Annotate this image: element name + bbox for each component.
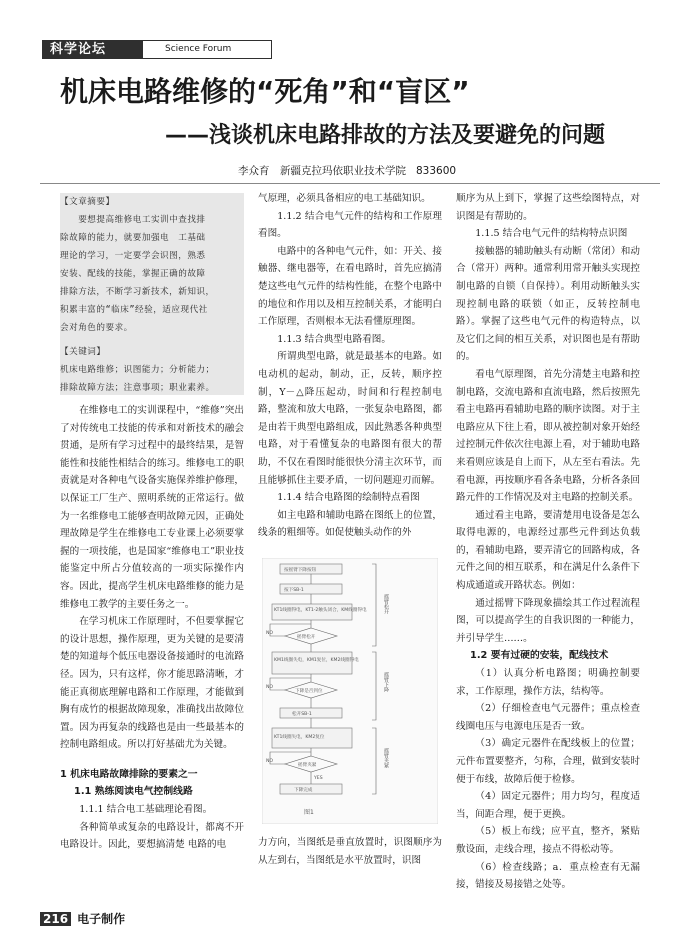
flow-no-label: NO xyxy=(266,685,274,690)
subsection-heading: 1.2 要有过硬的安装，配线技术 xyxy=(470,650,609,662)
flow-step-text: 下降完成 xyxy=(294,788,313,793)
column-1 xyxy=(60,402,244,854)
list-item: （6）检查线路；a．重点检查有无漏接，错接及易接错之处等。 xyxy=(456,861,640,891)
keywords-label: 【关键词】 xyxy=(60,347,106,357)
body-paragraph: 气原理，必须具备相应的电工基础知识。 xyxy=(258,193,431,204)
abstract-line: 安装、配线的技能，掌握正确的故障 xyxy=(60,269,206,279)
flow-step-text: 按摇臂下降按钮 xyxy=(284,568,317,573)
article-subtitle: ——浅谈机床电路排故的方法及要避免的问题 xyxy=(165,123,606,148)
column-2-continued xyxy=(258,834,442,869)
header-rule xyxy=(40,183,660,184)
body-paragraph: 看电气原理图，首先分清楚主电路和控制电路，交流电路和直流电路，然后按照先看主电路再看辅助电路的顺序读图。对于主电路应从下往上看，即从被控制对象开始经过控制元件依次往电源上看，对于辅助电路来看则应该是自上而下，从左至右看法。先看电源，再按顺序看各条电路，分析各条回路元件的工作情况及对主电路的控制关系。 xyxy=(456,368,640,504)
body-paragraph: 所谓典型电路，就是最基本的电路。如电动机的起动，制动，正，反转，顺序控制，Y－△降压起动，时间和行程控制电路，整流和放大电路，一张复杂电路图，都是由若干典型电路组成，因此熟悉各种典型电路，对于看懂复杂的电路图有很大的帮助，不仅在看图时能很快分清主次环节，而且能够抓住主要矛盾，一切问题迎刃而解。 xyxy=(258,351,442,486)
list-item: （2）仔细检查电气元器件；重点检查线圈电压与电源电压是否一致。 xyxy=(456,703,640,732)
body-paragraph: 顺序为从上到下，掌握了这些绘图特点，对识图是有帮助的。 xyxy=(456,193,640,222)
sub-subsection-heading: 1.1.3 结合典型电路看图。 xyxy=(277,333,391,345)
figure-caption: 图1 xyxy=(304,809,314,816)
flow-step-text: 松开SB-1 xyxy=(292,712,312,717)
body-paragraph: 在学习机床工作原理时，不但要掌握它的设计思想，操作原理，更为关键的是要清楚的知道每个低压电器设备接通时的电流路径。因为，只有这样，你才能思路清晰，才能正真彻底理解电路和工作原理，才能做到胸有成竹的根据故障现象，准确找出故障位置。因为再复杂的线路也是由一些最基本的控制电路组成。所以打好基础尤为关键。 xyxy=(60,616,244,751)
journal-name: 电子制作 xyxy=(77,912,126,926)
body-paragraph: 各种简单或复杂的电路设计，都离不开电路设计。因此，要想搞清楚 电路的电 xyxy=(60,821,244,851)
keywords-line: 机床电路维修；识图能力；分析能力； xyxy=(60,365,215,375)
body-paragraph: 接触器的辅助触头有动断（常闭）和动合（常开）两种。通常利用常开触头实现控制电路的自锁（自保持）。利用动断触头实现控制电路的联锁（如正，反转控制电路）。掌握了这些电气元件的构造特点，以及它们之间的相互关系，对识图也是有帮助的。 xyxy=(456,245,640,363)
abstract-line: 积累丰富的“临床”经验，适应现代社 xyxy=(60,305,208,315)
byline xyxy=(238,163,456,178)
list-item: （5）板上布线；应平直，整齐，紧贴敷设面，走线合理，接点不得松动等。 xyxy=(456,826,640,855)
abstract-line: 会对角色的要求。 xyxy=(60,323,133,333)
body-paragraph: 通过看主电路，要清楚用电设备是怎么取得电源的，电源经过那些元件到达负载的，看辅助电路，要弄清它的回路构成，各元件之间的相互联系，和在满足什么条件下构成通道或开路状态。例如： xyxy=(456,509,640,592)
column-3 xyxy=(456,190,640,894)
sub-subsection-heading: 1.1.5 结合电气元件的结构特点识图 xyxy=(475,228,628,240)
keywords-line: 排除故障方法；注意事项；职业素养。 xyxy=(60,383,215,393)
abstract-box xyxy=(60,193,244,395)
abstract-line: 理论的学习，一定要学会识图，熟悉 xyxy=(60,251,206,261)
article-title: 机床电路维修的“死角”和“盲区” xyxy=(60,75,470,108)
flow-step-text: 按下SB-1 xyxy=(284,588,304,593)
flowchart-figure xyxy=(262,558,438,824)
list-item: （1）认真分析电路图；明确控制要求，工作原理，操作方法，结构等。 xyxy=(456,668,640,697)
abstract-line: 【文章摘要】 xyxy=(60,197,115,207)
flow-step-text: 下降是否到位 xyxy=(295,689,323,694)
page-footer xyxy=(40,910,125,927)
body-paragraph: 在维修电工的实训课程中，“维修”突出了对传统电工技能的传承和对新技术的融会贯通，是所有学习过程中的最终结果，是智能性和技能性相结合的练习。维修电工的职责就是对各种电气设备实施保养维护修理，以保证工厂生产、照明系统的正常运行。做为一名维修电工能够查明故障元因，正确处理故障是学生在维修电工专业课上必须要掌握的一项技能，也是国家“维修电工”职业技能鉴定中所占分值较高的一项实际操作内容。因此，提高学生机床电路维修的能力是维修电工教学的主要任务之一。 xyxy=(60,405,244,610)
section-heading: 1 机床电路故障排除的要素之一 xyxy=(60,768,198,780)
page-number: 216 xyxy=(40,912,71,926)
column-2 xyxy=(258,190,442,542)
abstract-line: 排除方法，不断学习新技术，新知识， xyxy=(60,287,215,297)
body-paragraph: 电路中的各种电气元件，如：开关、接触器、继电器等，在看电路时，首先应搞清楚这些电气元件的结构性能，在整个电路中的地位和作用以及相互控制关系，才能明白工作原理，否则根本无法看懂原理图。 xyxy=(258,245,442,328)
authors: 李众育 新疆克拉玛依职业技术学院 xyxy=(238,165,406,177)
list-item: （4）固定元器件；用力均匀，程度适当，间距合理，便于更换。 xyxy=(456,791,640,820)
flow-yes-label: YES xyxy=(314,776,323,781)
abstract-line: 要想提高维修电工实训中查找排 xyxy=(60,215,206,225)
flow-no-label: NO xyxy=(266,631,274,636)
flow-no-label: NO xyxy=(266,759,274,764)
flow-step-text: KM1线圈失电，KM1复位，KM2线圈得电 xyxy=(274,658,359,663)
side-label: 摇臂下降 xyxy=(383,672,389,692)
sub-subsection-heading: 1.1.1 结合电工基础理论看图。 xyxy=(79,804,213,816)
flow-step xyxy=(272,652,352,674)
flow-step-text: 摇臂松开 xyxy=(297,635,316,640)
postcode: 833600 xyxy=(416,165,457,177)
side-label: 摇臂松开 xyxy=(383,594,389,614)
body-paragraph: 通过摇臂下降现象描绘其工作过程流程图，可以提高学生的自我识图的一种能力，并引导学生……。 xyxy=(456,597,640,644)
list-item: （3）确定元器件在配线板上的位置；元件布置要整齐，匀称，合理，做到安装时便于布线，故障后便于检修。 xyxy=(456,738,640,785)
side-label: 摇臂夹紧 xyxy=(383,748,389,768)
sub-subsection-heading: 1.1.4 结合电路图的绘制特点看图 xyxy=(277,492,420,504)
sub-subsection-heading: 1.1.2 结合电气元件的结构和工作原理看图。 xyxy=(258,210,442,240)
subsection-heading: 1.1 熟练阅读电气控制线路 xyxy=(74,786,193,798)
flow-step-text: KT1线圈得电，KT1-2触头闭合，KM线圈得电 xyxy=(274,608,367,613)
flow-step-text: 摇臂夹紧 xyxy=(298,763,317,768)
body-paragraph: 力方向，当图纸是垂直放置时，识图顺序为从左到右，当图纸是水平放置时，识图 xyxy=(258,837,442,866)
section-label-en: Science Forum xyxy=(142,40,272,59)
section-label: 科学论坛 xyxy=(42,40,142,59)
flow-step-text: KT1线圈失电，KM2复位 xyxy=(274,735,325,740)
body-paragraph: 如主电路和辅助电路在图纸上的位置，线条的粗细等。如促使触头动作的外 xyxy=(258,509,442,539)
abstract-line: 除故障的能力，就要加强电 工基础 xyxy=(60,233,206,243)
